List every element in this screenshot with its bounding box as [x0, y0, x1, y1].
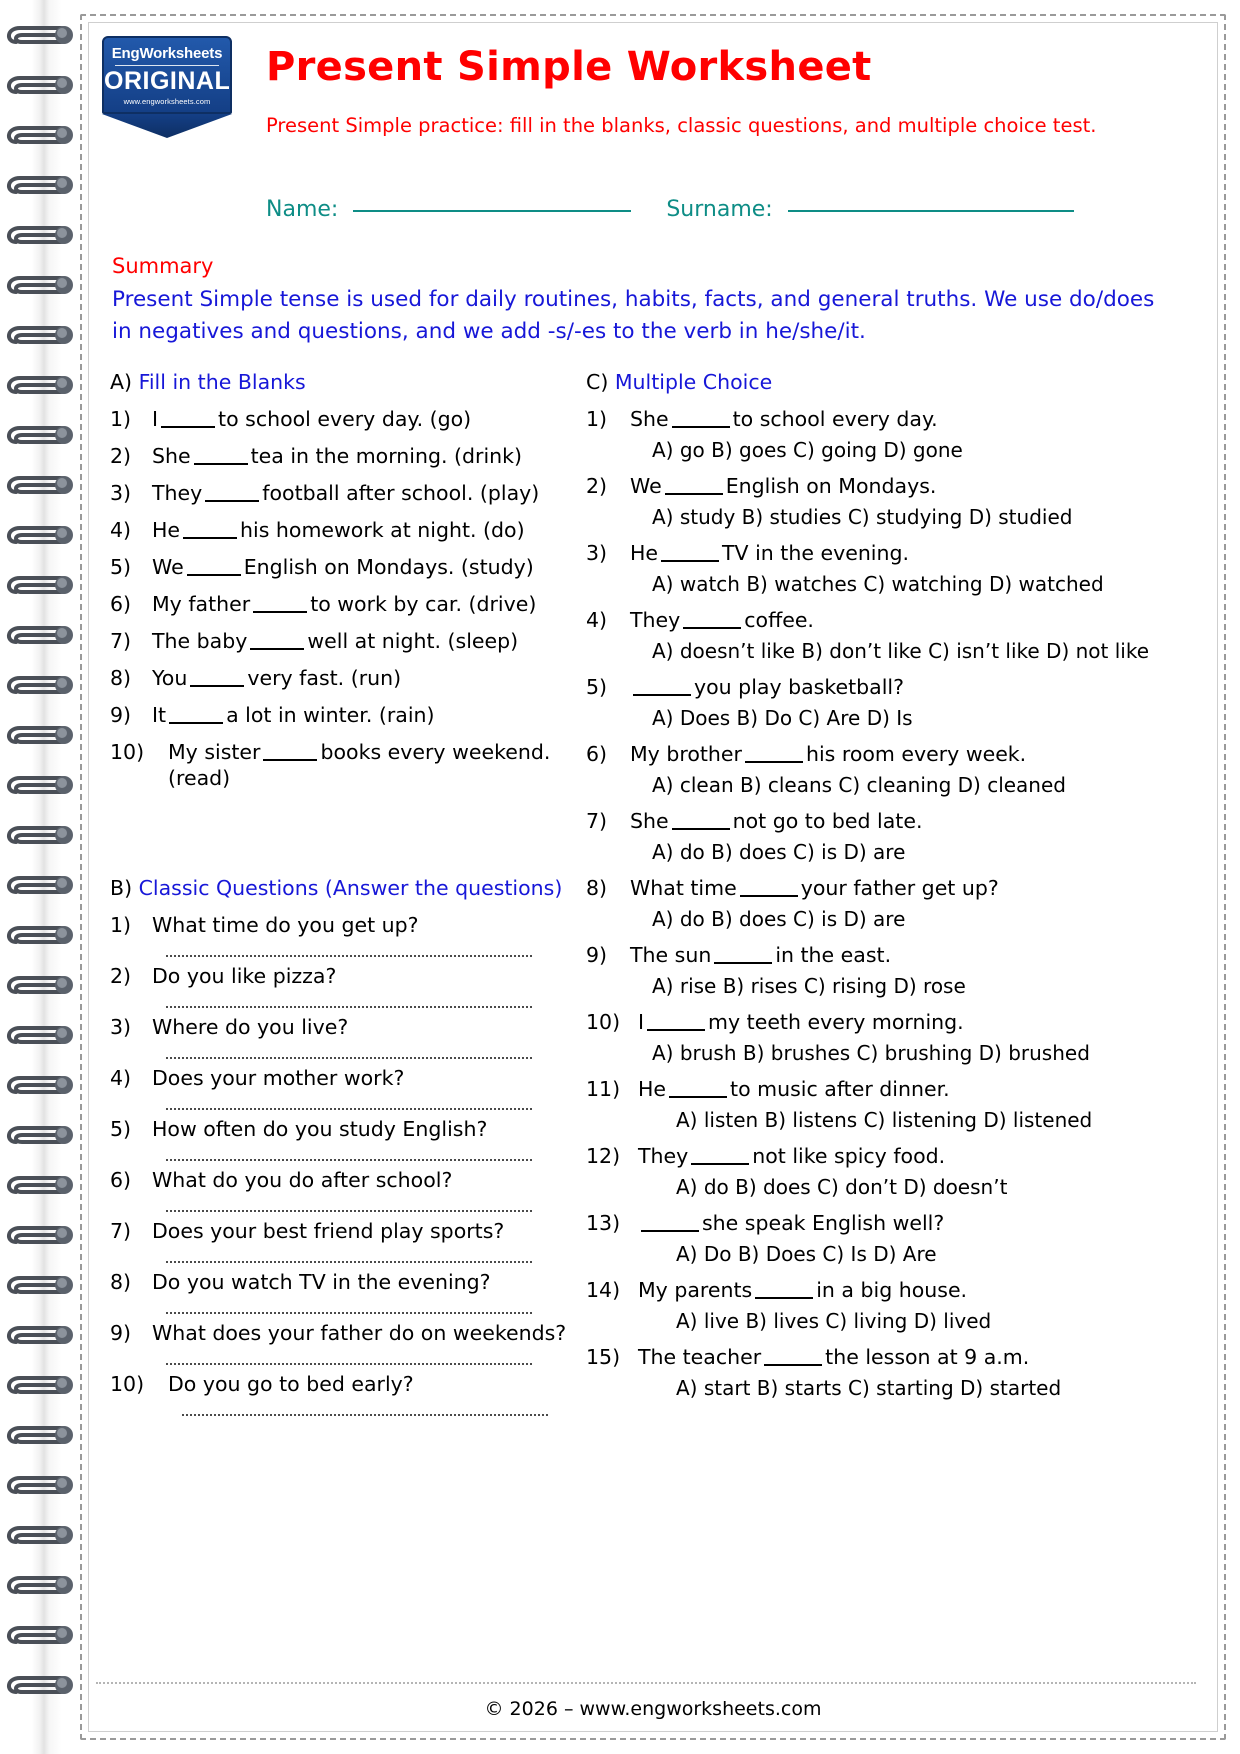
- answer-write-line[interactable]: [166, 1196, 532, 1212]
- mc-text-after: she speak English well?: [702, 1211, 945, 1235]
- mc-question: [586, 473, 1186, 500]
- answer-blank[interactable]: [194, 449, 248, 465]
- item-number: 7): [586, 809, 608, 833]
- mc-question: [586, 607, 1186, 634]
- mc-question: [586, 1277, 1186, 1304]
- mc-text-before: He: [630, 541, 659, 565]
- answer-blank[interactable]: [764, 1350, 822, 1366]
- item-text-after: his homework at night. (do): [240, 518, 525, 542]
- section-c-title: Multiple Choice: [614, 370, 773, 394]
- item-number: 6): [586, 742, 608, 766]
- mc-text-after: in the east.: [775, 943, 892, 967]
- section-c-list: [586, 406, 1186, 1402]
- answer-write-line[interactable]: [182, 1400, 548, 1416]
- fill-blank-item: [110, 554, 580, 580]
- mc-question: [586, 808, 1186, 835]
- item-number: 9): [110, 1321, 132, 1345]
- classic-question-item: [110, 1167, 580, 1212]
- fill-blank-item: [110, 517, 580, 543]
- item-number: 5): [110, 555, 132, 579]
- item-number: 8): [110, 1270, 132, 1294]
- item-text-after: football after school. (play): [262, 481, 540, 505]
- spiral-ring: [6, 1072, 78, 1102]
- answer-blank[interactable]: [187, 560, 241, 576]
- answer-blank[interactable]: [691, 1149, 749, 1165]
- item-text-before: My father: [152, 592, 251, 616]
- answer-blank[interactable]: [161, 412, 215, 428]
- answer-blank[interactable]: [641, 1216, 699, 1232]
- item-number: 10): [110, 740, 145, 764]
- item-text-after: English on Mondays. (study): [243, 555, 534, 579]
- item-text-before: My sister: [168, 740, 261, 764]
- question-text: Do you go to bed early?: [168, 1372, 414, 1396]
- spiral-ring: [6, 322, 78, 352]
- mc-text-before: They: [630, 608, 681, 632]
- answer-blank[interactable]: [647, 1015, 705, 1031]
- spiral-ring: [6, 122, 78, 152]
- mc-question: [586, 942, 1186, 969]
- mc-text-after: your father get up?: [800, 876, 999, 900]
- fill-blank-item: [110, 702, 580, 728]
- item-number: 5): [110, 1117, 132, 1141]
- mc-question: [586, 1344, 1186, 1371]
- question-text: Does your mother work?: [152, 1066, 405, 1090]
- answer-blank[interactable]: [250, 634, 304, 650]
- logo-url-text: www.engworksheets.com: [123, 97, 211, 106]
- mc-text-after: English on Mondays.: [725, 474, 937, 498]
- page-subtitle: Present Simple practice: fill in the blanks, classic questions, and multiple choice test.: [266, 114, 1097, 137]
- item-number: 1): [110, 913, 132, 937]
- item-number: 14): [586, 1278, 621, 1302]
- fill-blank-item: [110, 665, 580, 691]
- answer-write-line[interactable]: [166, 1043, 532, 1059]
- spiral-ring: [6, 622, 78, 652]
- answer-blank[interactable]: [183, 523, 237, 539]
- item-number: 4): [110, 1066, 132, 1090]
- mc-text-before: He: [638, 1077, 667, 1101]
- section-a-list: [110, 406, 580, 791]
- fill-blank-item: [110, 480, 580, 506]
- mc-question: [586, 1210, 1186, 1237]
- question-text: Where do you live?: [152, 1015, 349, 1039]
- item-number: 8): [586, 876, 608, 900]
- mc-options[interactable]: A) do B) does C) is D) are: [652, 840, 906, 864]
- item-number: 3): [110, 1015, 132, 1039]
- question-text: Do you like pizza?: [152, 964, 337, 988]
- item-number: 9): [110, 703, 132, 727]
- item-number: 3): [110, 481, 132, 505]
- spiral-ring: [6, 1622, 78, 1652]
- item-number: 8): [110, 666, 132, 690]
- logo-original-text: ORIGINAL: [104, 67, 231, 95]
- item-text-before: I: [152, 407, 159, 431]
- worksheet-content: [96, 26, 1206, 1726]
- fill-blank-item: [110, 443, 580, 469]
- mc-options[interactable]: A) study B) studies C) studying D) studied: [652, 505, 1073, 529]
- spiral-binding: [0, 0, 88, 1754]
- item-text-after: to school every day. (go): [218, 407, 472, 431]
- mc-options[interactable]: A) watch B) watches C) watching D) watched: [652, 572, 1104, 596]
- mc-question: [586, 674, 1186, 701]
- classic-question-item: [110, 912, 580, 957]
- spiral-ring: [6, 1372, 78, 1402]
- answer-blank[interactable]: [745, 747, 803, 763]
- item-text-after: tea in the morning. (drink): [250, 444, 523, 468]
- spiral-ring: [6, 372, 78, 402]
- item-number: 6): [110, 592, 132, 616]
- surname-label: Surname:: [666, 197, 773, 222]
- item-text-after: a lot in winter. (rain): [226, 703, 435, 727]
- spiral-ring: [6, 672, 78, 702]
- column-spacer: [110, 802, 580, 876]
- mc-options[interactable]: A) brush B) brushes C) brushing D) brushed: [652, 1041, 1090, 1065]
- mc-text-before: We: [630, 474, 662, 498]
- item-number: 2): [110, 444, 132, 468]
- mc-question: [586, 540, 1186, 567]
- item-number: 2): [110, 964, 132, 988]
- item-number: 1): [110, 407, 132, 431]
- engworksheets-logo: [102, 36, 232, 114]
- summary-heading: Summary: [112, 254, 214, 278]
- item-text-before: He: [152, 518, 181, 542]
- mc-text-before: She: [630, 407, 669, 431]
- item-text-before: She: [152, 444, 191, 468]
- mc-text-after: the lesson at 9 a.m.: [825, 1345, 1030, 1369]
- mc-text-after: you play basketball?: [694, 675, 904, 699]
- spiral-ring: [6, 1122, 78, 1152]
- spiral-ring: [6, 72, 78, 102]
- spiral-ring: [6, 222, 78, 252]
- mc-options[interactable]: A) live B) lives C) living D) lived: [676, 1309, 992, 1333]
- item-number: 10): [110, 1372, 145, 1396]
- mc-options[interactable]: A) Do B) Does C) Is D) Are: [676, 1242, 937, 1266]
- page-footer: [96, 1682, 1210, 1720]
- spiral-ring: [6, 1322, 78, 1352]
- answer-write-line[interactable]: [166, 992, 532, 1008]
- item-text-before: We: [152, 555, 184, 579]
- answer-blank[interactable]: [683, 613, 741, 629]
- section-a-heading: [110, 370, 580, 394]
- worksheet-header: [96, 26, 1206, 146]
- mc-text-after: to music after dinner.: [730, 1077, 950, 1101]
- mc-text-before: My parents: [638, 1278, 753, 1302]
- mc-question: [586, 741, 1186, 768]
- section-b-heading: [110, 876, 580, 900]
- mc-text-before: The teacher: [638, 1345, 762, 1369]
- spiral-ring: [6, 772, 78, 802]
- right-column: [586, 370, 1186, 1411]
- item-number: 15): [586, 1345, 621, 1369]
- mc-text-before: She: [630, 809, 669, 833]
- spiral-ring: [6, 472, 78, 502]
- spiral-ring: [6, 1522, 78, 1552]
- mc-question: [586, 406, 1186, 433]
- student-name-row: [266, 190, 1206, 230]
- classic-question-item: [110, 1014, 580, 1059]
- spiral-ring: [6, 522, 78, 552]
- mc-text-after: his room every week.: [805, 742, 1027, 766]
- spiral-ring: [6, 922, 78, 952]
- surname-input-line[interactable]: [788, 190, 1074, 212]
- footer-copyright: © 2026 – www.engworksheets.com: [484, 1698, 822, 1720]
- spiral-ring: [6, 572, 78, 602]
- answer-write-line[interactable]: [166, 1349, 532, 1365]
- classic-question-item: [110, 1320, 580, 1365]
- answer-blank[interactable]: [672, 412, 730, 428]
- mc-text-before: I: [638, 1010, 645, 1034]
- mc-text-after: not go to bed late.: [732, 809, 923, 833]
- answer-blank[interactable]: [755, 1283, 813, 1299]
- spiral-ring: [6, 722, 78, 752]
- answer-blank[interactable]: [672, 814, 730, 830]
- answer-blank[interactable]: [669, 1082, 727, 1098]
- logo-divider: [115, 65, 219, 66]
- logo-brand-text: EngWorksheets: [111, 45, 223, 62]
- mc-options[interactable]: A) do B) does C) is D) are: [652, 907, 906, 931]
- item-text-after: books every weekend. (read): [168, 740, 551, 790]
- name-input-line[interactable]: [353, 190, 631, 212]
- item-text-before: The baby: [152, 629, 248, 653]
- item-text-before: You: [152, 666, 188, 690]
- mc-question: [586, 1143, 1186, 1170]
- classic-question-item: [110, 1371, 580, 1416]
- spiral-ring: [6, 1572, 78, 1602]
- logo-badge: [102, 36, 232, 114]
- mc-options[interactable]: A) rise B) rises C) rising D) rose: [652, 974, 966, 998]
- spiral-ring: [6, 272, 78, 302]
- footer-divider: [96, 1682, 1196, 1684]
- answer-blank[interactable]: [661, 546, 719, 562]
- mc-text-after: in a big house.: [816, 1278, 968, 1302]
- fill-blank-item: [110, 739, 580, 791]
- mc-options[interactable]: A) clean B) cleans C) cleaning D) cleaned: [652, 773, 1066, 797]
- mc-text-after: coffee.: [744, 608, 814, 632]
- question-text: Does your best friend play sports?: [152, 1219, 505, 1243]
- section-b-title: Classic Questions (Answer the questions): [138, 876, 563, 900]
- mc-text-before: The sun: [630, 943, 712, 967]
- item-number: 12): [586, 1144, 621, 1168]
- item-text-after: very fast. (run): [247, 666, 402, 690]
- fill-blank-item: [110, 406, 580, 432]
- question-text: How often do you study English?: [152, 1117, 488, 1141]
- answer-blank[interactable]: [190, 671, 244, 687]
- item-number: 7): [110, 1219, 132, 1243]
- spiral-ring: [6, 1222, 78, 1252]
- spiral-ring: [6, 1672, 78, 1702]
- left-column: [110, 370, 580, 1422]
- item-number: 7): [110, 629, 132, 653]
- spiral-ring: [6, 22, 78, 52]
- mc-text-after: to school every day.: [732, 407, 938, 431]
- page-title: Present Simple Worksheet: [266, 44, 872, 90]
- mc-options[interactable]: A) Does B) Do C) Are D) Is: [652, 706, 913, 730]
- item-text-before: It: [152, 703, 167, 727]
- mc-text-before: My brother: [630, 742, 742, 766]
- answer-write-line[interactable]: [166, 1247, 532, 1263]
- mc-text-after: my teeth every morning.: [708, 1010, 964, 1034]
- section-b-letter: B): [110, 876, 133, 900]
- spiral-ring: [6, 1172, 78, 1202]
- spiral-ring: [6, 1272, 78, 1302]
- mc-options[interactable]: A) do B) does C) don’t D) doesn’t: [676, 1175, 1008, 1199]
- spiral-ring: [6, 1472, 78, 1502]
- item-number: 4): [586, 608, 608, 632]
- spiral-ring: [6, 1022, 78, 1052]
- spiral-ring: [6, 822, 78, 852]
- item-number: 10): [586, 1010, 621, 1034]
- answer-blank[interactable]: [740, 881, 798, 897]
- mc-options[interactable]: A) listen B) listens C) listening D) listened: [676, 1108, 1093, 1132]
- classic-question-item: [110, 1218, 580, 1263]
- spiral-ring: [6, 172, 78, 202]
- answer-blank[interactable]: [205, 486, 259, 502]
- answer-blank[interactable]: [665, 479, 723, 495]
- mc-question: [586, 875, 1186, 902]
- mc-options[interactable]: A) go B) goes C) going D) gone: [652, 438, 963, 462]
- item-text-after: to work by car. (drive): [310, 592, 537, 616]
- item-text-after: well at night. (sleep): [307, 629, 519, 653]
- question-text: Do you watch TV in the evening?: [152, 1270, 491, 1294]
- mc-options[interactable]: A) doesn’t like B) don’t like C) isn’t like D) not like: [652, 639, 1150, 663]
- answer-blank[interactable]: [714, 948, 772, 964]
- answer-write-line[interactable]: [166, 1094, 532, 1110]
- question-text: What time do you get up?: [152, 913, 419, 937]
- summary-body: Present Simple tense is used for daily routines, habits, facts, and general truths. We use do/does in negatives and questions, and we add -s/-es to the verb in he/she/it.: [112, 287, 1155, 344]
- mc-options[interactable]: A) start B) starts C) starting D) started: [676, 1376, 1062, 1400]
- answer-blank[interactable]: [633, 680, 691, 696]
- mc-text-before: What time: [630, 876, 737, 900]
- mc-text-before: They: [638, 1144, 689, 1168]
- answer-blank[interactable]: [169, 708, 223, 724]
- answer-write-line[interactable]: [166, 1298, 532, 1314]
- item-number: 1): [586, 407, 608, 431]
- item-number: 11): [586, 1077, 621, 1101]
- question-text: What does your father do on weekends?: [152, 1321, 567, 1345]
- spiral-ring: [6, 1422, 78, 1452]
- classic-question-item: [110, 1269, 580, 1314]
- mc-text-after: not like spicy food.: [752, 1144, 946, 1168]
- classic-question-item: [110, 1065, 580, 1110]
- section-c-letter: C): [586, 370, 609, 394]
- fill-blank-item: [110, 628, 580, 654]
- spiral-ring: [6, 872, 78, 902]
- mc-question: [586, 1009, 1186, 1036]
- item-text-before: They: [152, 481, 203, 505]
- answer-write-line[interactable]: [166, 1145, 532, 1161]
- item-number: 6): [110, 1168, 132, 1192]
- item-number: 9): [586, 943, 608, 967]
- mc-question: [586, 1076, 1186, 1103]
- question-text: What do you do after school?: [152, 1168, 453, 1192]
- fill-blank-item: [110, 591, 580, 617]
- item-number: 4): [110, 518, 132, 542]
- section-c-heading: [586, 370, 1186, 394]
- answer-blank[interactable]: [253, 597, 307, 613]
- classic-question-item: [110, 963, 580, 1008]
- section-a-title: Fill in the Blanks: [138, 370, 306, 394]
- classic-question-item: [110, 1116, 580, 1161]
- spiral-ring: [6, 422, 78, 452]
- section-b-list: [110, 912, 580, 1416]
- item-number: 13): [586, 1211, 621, 1235]
- spiral-ring: [6, 972, 78, 1002]
- item-number: 2): [586, 474, 608, 498]
- answer-write-line[interactable]: [166, 941, 532, 957]
- name-label: Name:: [266, 197, 339, 222]
- mc-text-after: TV in the evening.: [722, 541, 910, 565]
- answer-blank[interactable]: [263, 745, 317, 761]
- item-number: 5): [586, 675, 608, 699]
- item-number: 3): [586, 541, 608, 565]
- section-a-letter: A): [110, 370, 133, 394]
